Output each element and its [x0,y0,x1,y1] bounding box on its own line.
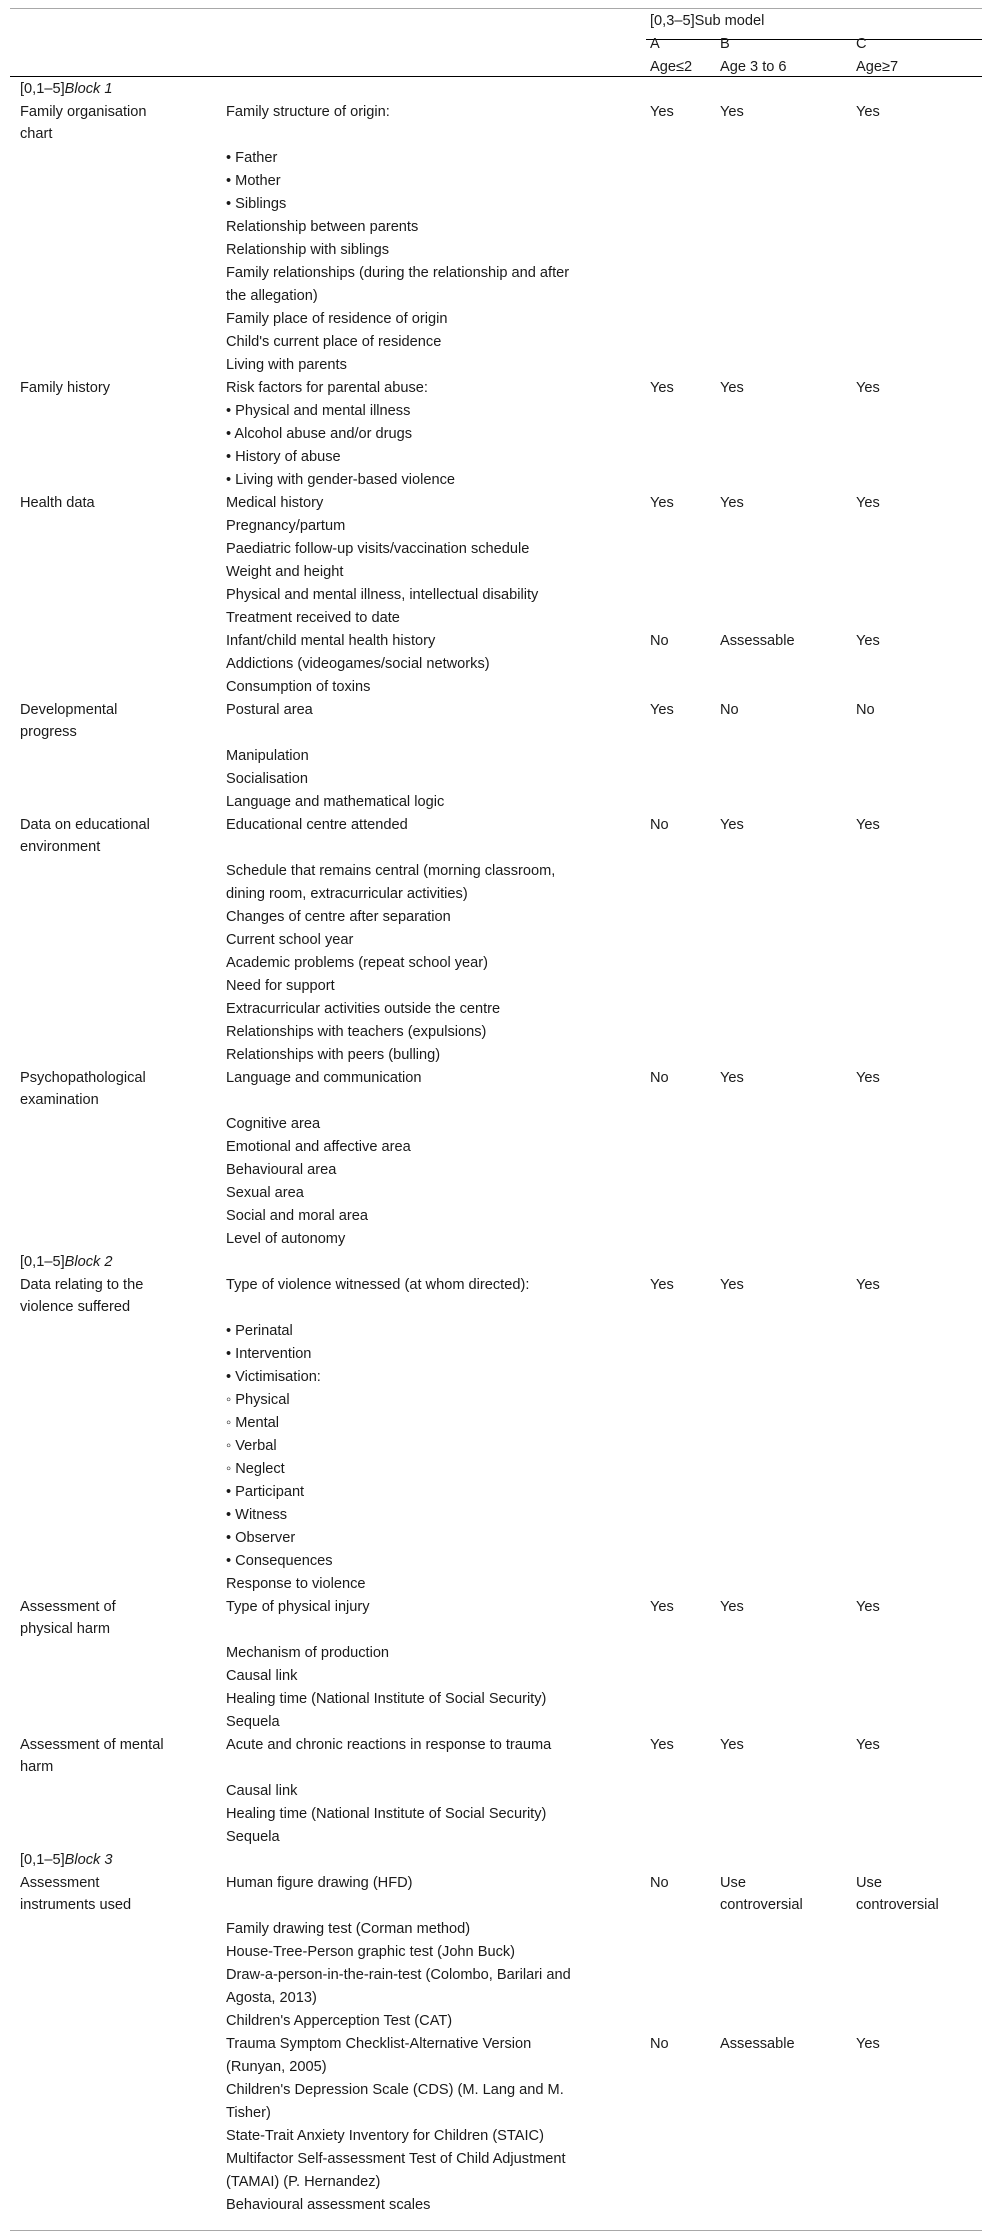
row-item: ◦ Mental [226,1415,280,1431]
row-item: Mechanism of production [226,1645,390,1661]
row-item: Family place of residence of origin [226,311,448,327]
row-item: • Perinatal [226,1323,293,1339]
value-c: controversial [856,1897,939,1913]
value-b: Yes [720,1277,744,1293]
row-item: Academic problems (repeat school year) [226,955,488,971]
block-name: Block 2 [64,1254,113,1270]
row-item: • Witness [226,1507,288,1523]
value-a: Yes [650,702,674,718]
submodel-table [10,8,982,2231]
row-item: Language and mathematical logic [226,794,445,810]
row-item: Children's Apperception Test (CAT) [226,2013,453,2029]
value-c: Yes [856,633,880,649]
value-b: Yes [720,104,744,120]
row-item: Behavioural assessment scales [226,2197,431,2213]
row-item: Relationship between parents [226,219,419,235]
value-c: Yes [856,1070,880,1086]
value-b: No [720,702,739,718]
block-name: Block 1 [64,81,113,97]
block-name: Block 3 [64,1852,113,1868]
row-item: Emotional and affective area [226,1139,411,1155]
row-category-line: physical harm [20,1621,111,1637]
value-b: Yes [720,1599,744,1615]
row-item: Language and communication [226,1070,422,1086]
row-item: Schedule that remains central (morning classroom, [226,863,556,879]
row-item: • Participant [226,1484,305,1500]
col-c-letter: C [856,36,867,52]
row-item: (TAMAI) (P. Hernandez) [226,2174,381,2190]
row-category-line: Psychopathological [20,1070,146,1086]
row-item: Cognitive area [226,1116,321,1132]
row-category-line: harm [20,1759,54,1775]
row-category-line: Data on educational [20,817,150,833]
row-item: Sexual area [226,1185,304,1201]
row-item: Manipulation [226,748,309,764]
col-a-age: Age≤2 [650,59,693,75]
row-item: Educational centre attended [226,817,408,833]
row-category-line: Data relating to the [20,1277,144,1293]
row-item: • Living with gender-based violence [226,472,456,488]
col-b-age: Age 3 to 6 [720,59,787,75]
row-item: ◦ Physical [226,1392,290,1408]
col-a-letter: A [650,36,660,52]
row-item: • Mother [226,173,281,189]
value-a: No [650,817,669,833]
block-heading [20,78,220,101]
row-item: • Intervention [226,1346,312,1362]
row-item: Current school year [226,932,354,948]
row-item: Social and moral area [226,1208,368,1224]
row-item: Children's Depression Scale (CDS) (M. Lang and M. [226,2082,564,2098]
row-item: Relationship with siblings [226,242,390,258]
col-c-age: Age≥7 [856,59,899,75]
value-b: Yes [720,817,744,833]
row-item: Paediatric follow-up visits/vaccination schedule [226,541,530,557]
value-b: Yes [720,495,744,511]
row-item: House-Tree-Person graphic test (John Buck) [226,1944,516,1960]
row-item: Physical and mental illness, intellectual disability [226,587,539,603]
value-c: Yes [856,1737,880,1753]
row-item: Relationships with teachers (expulsions) [226,1024,487,1040]
row-category-line: Health data [20,495,95,511]
row-item: Tisher) [226,2105,271,2121]
row-category-line: violence suffered [20,1299,131,1315]
value-b: Yes [720,1737,744,1753]
row-category-line: examination [20,1092,99,1108]
row-item: • Siblings [226,196,287,212]
row-item: Human figure drawing (HFD) [226,1875,413,1891]
row-item: Family drawing test (Corman method) [226,1921,471,1937]
row-item: Risk factors for parental abuse: [226,380,428,396]
row-item: Healing time (National Institute of Social Security) [226,1691,547,1707]
row-item: Family structure of origin: [226,104,390,120]
value-a: No [650,1070,669,1086]
row-item: ◦ Neglect [226,1461,285,1477]
row-category-line: Assessment [20,1875,100,1891]
row-item: Causal link [226,1668,298,1684]
row-item: Causal link [226,1783,298,1799]
row-item: Medical history [226,495,324,511]
row-item: Living with parents [226,357,347,373]
row-item: Socialisation [226,771,308,787]
row-category-line: environment [20,839,101,855]
row-item: • Alcohol abuse and/or drugs [226,426,413,442]
row-item: Type of physical injury [226,1599,370,1615]
row-item: Type of violence witnessed (at whom directed): [226,1277,530,1293]
value-b: Use [720,1875,746,1891]
row-item: ◦ Verbal [226,1438,277,1454]
row-item: Family relationships (during the relationship and after [226,265,570,281]
value-c: Yes [856,1277,880,1293]
row-item: Child's current place of residence [226,334,442,350]
row-item: Agosta, 2013) [226,1990,317,2006]
value-c: Yes [856,1599,880,1615]
row-category-line: Assessment of [20,1599,116,1615]
value-c: Yes [856,495,880,511]
row-item: Treatment received to date [226,610,400,626]
block-prefix: [0,1–5] [20,1254,65,1270]
value-a: Yes [650,1737,674,1753]
row-item: Behavioural area [226,1162,337,1178]
value-c: Yes [856,2036,880,2052]
col-b-letter: B [720,36,730,52]
row-category-line: chart [20,126,53,142]
value-c: Use [856,1875,882,1891]
row-item: (Runyan, 2005) [226,2059,327,2075]
row-item: Relationships with peers (bulling) [226,1047,441,1063]
value-a: No [650,633,669,649]
header-group-rule [646,39,982,40]
value-b: Yes [720,1070,744,1086]
row-item: Infant/child mental health history [226,633,436,649]
value-a: Yes [650,380,674,396]
submodel-group-label: [0,3–5]Sub model [650,13,765,29]
row-item: dining room, extracurricular activities) [226,886,468,902]
row-item: • History of abuse [226,449,341,465]
value-c: Yes [856,817,880,833]
row-category-line: Family organisation [20,104,147,120]
block-prefix: [0,1–5] [20,81,65,97]
row-item: • Observer [226,1530,296,1546]
row-category-line: progress [20,724,77,740]
row-item: Pregnancy/partum [226,518,346,534]
value-a: Yes [650,104,674,120]
row-item: Sequela [226,1829,280,1845]
value-c: Yes [856,104,880,120]
row-category-line: instruments used [20,1897,132,1913]
row-item: the allegation) [226,288,318,304]
value-a: No [650,1875,669,1891]
value-b: Assessable [720,2036,795,2052]
header-bottom-rule [10,76,982,77]
row-item: Healing time (National Institute of Social Security) [226,1806,547,1822]
value-a: No [650,2036,669,2052]
row-item: Response to violence [226,1576,366,1592]
block-heading [20,1849,220,1872]
row-category-line: Developmental [20,702,118,718]
row-item: Sequela [226,1714,280,1730]
value-c: Yes [856,380,880,396]
row-item: Changes of centre after separation [226,909,451,925]
row-item: Addictions (videogames/social networks) [226,656,490,672]
row-item: • Victimisation: [226,1369,321,1385]
row-item: Acute and chronic reactions in response to trauma [226,1737,552,1753]
value-b: Yes [720,380,744,396]
row-item: Weight and height [226,564,344,580]
row-item: State-Trait Anxiety Inventory for Children (STAIC) [226,2128,544,2144]
row-item: Extracurricular activities outside the centre [226,1001,501,1017]
value-b: Assessable [720,633,795,649]
row-item: Consumption of toxins [226,679,371,695]
row-category-line: Family history [20,380,111,396]
value-b: controversial [720,1897,803,1913]
row-item: Multifactor Self-assessment Test of Child Adjustment [226,2151,566,2167]
row-item: • Physical and mental illness [226,403,411,419]
row-item: • Father [226,150,278,166]
value-a: Yes [650,1277,674,1293]
row-item: Need for support [226,978,335,994]
row-category-line: Assessment of mental [20,1737,164,1753]
row-item: • Consequences [226,1553,333,1569]
value-a: Yes [650,495,674,511]
value-a: Yes [650,1599,674,1615]
block-prefix: [0,1–5] [20,1852,65,1868]
row-item: Postural area [226,702,313,718]
block-heading [20,1251,220,1274]
row-item: Level of autonomy [226,1231,346,1247]
value-c: No [856,702,875,718]
row-item: Trauma Symptom Checklist-Alternative Version [226,2036,532,2052]
row-item: Draw-a-person-in-the-rain-test (Colombo, Barilari and [226,1967,571,1983]
